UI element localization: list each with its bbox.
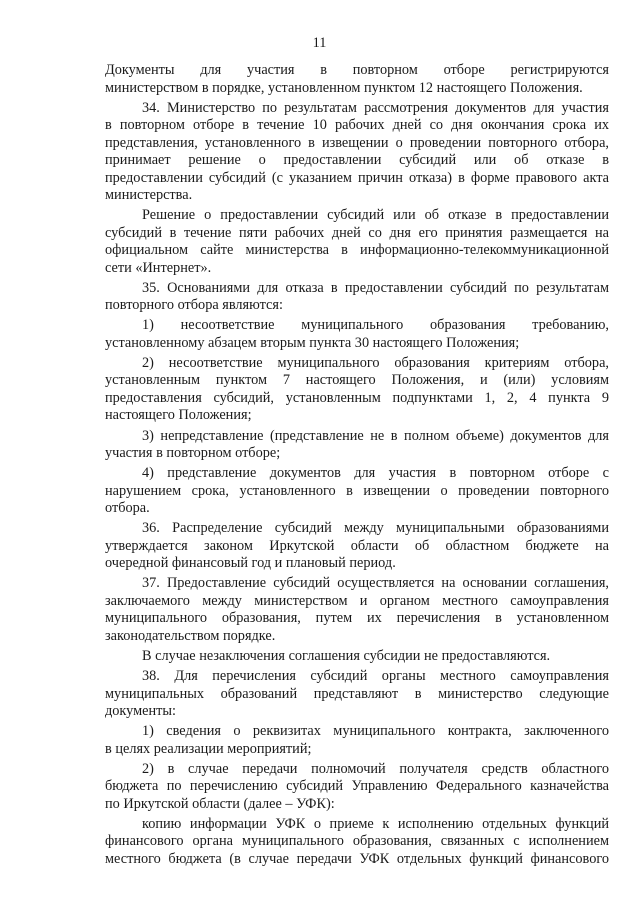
document-body [105, 62, 609, 868]
text-line: копию информации УФК о приеме к исполнению отдельных функций [142, 815, 609, 832]
text-line: документы: [105, 703, 176, 720]
text-line: Документы для участия в повторном отборе регистрируются [105, 62, 609, 78]
text-line: муниципального образования, путем их перечисления в установленном [105, 610, 609, 627]
text-line: финансового органа муниципального образования, связанных с исполнением [105, 833, 609, 850]
text-line: 1) несоответствие муниципального образования требованию, [142, 317, 609, 334]
text-line: 38. Для перечисления субсидий органы местного самоуправления [142, 668, 609, 685]
text-line: представления, установленного в извещении о проведении повторного отбора, [105, 134, 609, 151]
text-line: заключаемого между министерством и органом местного самоуправления [105, 592, 609, 609]
text-line: 34. Министерство по результатам рассмотрения документов для участия [142, 99, 609, 116]
text-line: сети «Интернет». [105, 259, 212, 276]
text-line: 2) несоответствие муниципального образования критериям отбора, [142, 354, 609, 371]
paragraph [105, 723, 609, 758]
paragraph [105, 648, 609, 666]
paragraph [105, 62, 609, 97]
text-line: в целях реализации мероприятий; [105, 740, 312, 757]
paragraph [105, 280, 609, 315]
text-line: установленным пунктом 7 настоящего Положения, и (или) условиям [105, 372, 609, 389]
text-line: участия в повторном отборе; [105, 445, 281, 462]
paragraph [105, 100, 609, 205]
text-line: предоставлении субсидий (с указанием причин отказа) в форме правового акта [105, 169, 609, 186]
text-line: муниципальных образований представляют в министерство следующие [105, 685, 609, 702]
text-line: утверждается законом Иркутской области об областном бюджете на [105, 537, 609, 554]
text-line: отбора. [105, 500, 150, 517]
text-line: бюджета по перечислению субсидий Управлению Федерального казначейства [105, 778, 609, 795]
paragraph [105, 816, 609, 869]
text-line: министерством в порядке, установленном пунктом 12 настоящего Положения. [105, 79, 583, 96]
text-line: по Иркутской области (далее – УФК): [105, 795, 335, 812]
text-line: настоящего Положения; [105, 407, 252, 424]
paragraph [105, 668, 609, 721]
paragraph [105, 317, 609, 352]
text-line: 37. Предоставление субсидий осуществляется на основании соглашения, [142, 575, 609, 592]
text-line: принимает решение о предоставлении субсидий или об отказе в [105, 152, 609, 169]
text-line: в повторном отборе в течение 10 рабочих дней со дня окончания срока их [105, 117, 609, 134]
paragraph [105, 465, 609, 518]
text-line: предоставления субсидий, установленным подпунктами 1, 2, 4 пункта 9 [105, 389, 609, 406]
text-line: В случае незаключения соглашения субсидии не предоставляются. [142, 647, 551, 664]
text-line: 35. Основаниями для отказа в предоставлении субсидий по результатам [142, 279, 609, 296]
text-line: законодательством порядке. [105, 627, 276, 644]
text-line: министерства. [105, 187, 193, 204]
paragraph [105, 761, 609, 814]
text-line: местного бюджета (в случае передачи УФК отдельных функций финансового [105, 850, 609, 867]
text-line: установленному абзацем вторым пункта 30 настоящего Положения; [105, 334, 520, 351]
text-line: субсидий в течение пяти рабочих дней со дня его принятия размещается на [105, 224, 609, 241]
text-line: повторного отбора являются: [105, 297, 283, 314]
page-number: 11 [312, 35, 327, 51]
paragraph [105, 520, 609, 573]
paragraph [105, 575, 609, 645]
text-line: Решение о предоставлении субсидий или об отказе в предоставлении [142, 207, 609, 224]
text-line: 3) непредставление (представление не в полном объеме) документов для [142, 427, 609, 444]
text-line: 36. Распределение субсидий между муниципальными образованиями [142, 520, 609, 537]
text-line: очередной финансовый год и плановый период. [105, 555, 396, 572]
paragraph [105, 207, 609, 277]
text-line: 1) сведения о реквизитах муниципального контракта, заключенного [142, 723, 609, 740]
text-line: 4) представление документов для участия в повторном отборе с [142, 465, 609, 482]
paragraph [105, 428, 609, 463]
text-line: официальном сайте министерства в информационно-телекоммуникационной [105, 242, 609, 259]
text-line: нарушением срока, установленного в извещении о проведении повторного [105, 482, 609, 499]
text-line: 2) в случае передачи полномочий получателя средств областного [142, 760, 609, 777]
paragraph [105, 355, 609, 425]
